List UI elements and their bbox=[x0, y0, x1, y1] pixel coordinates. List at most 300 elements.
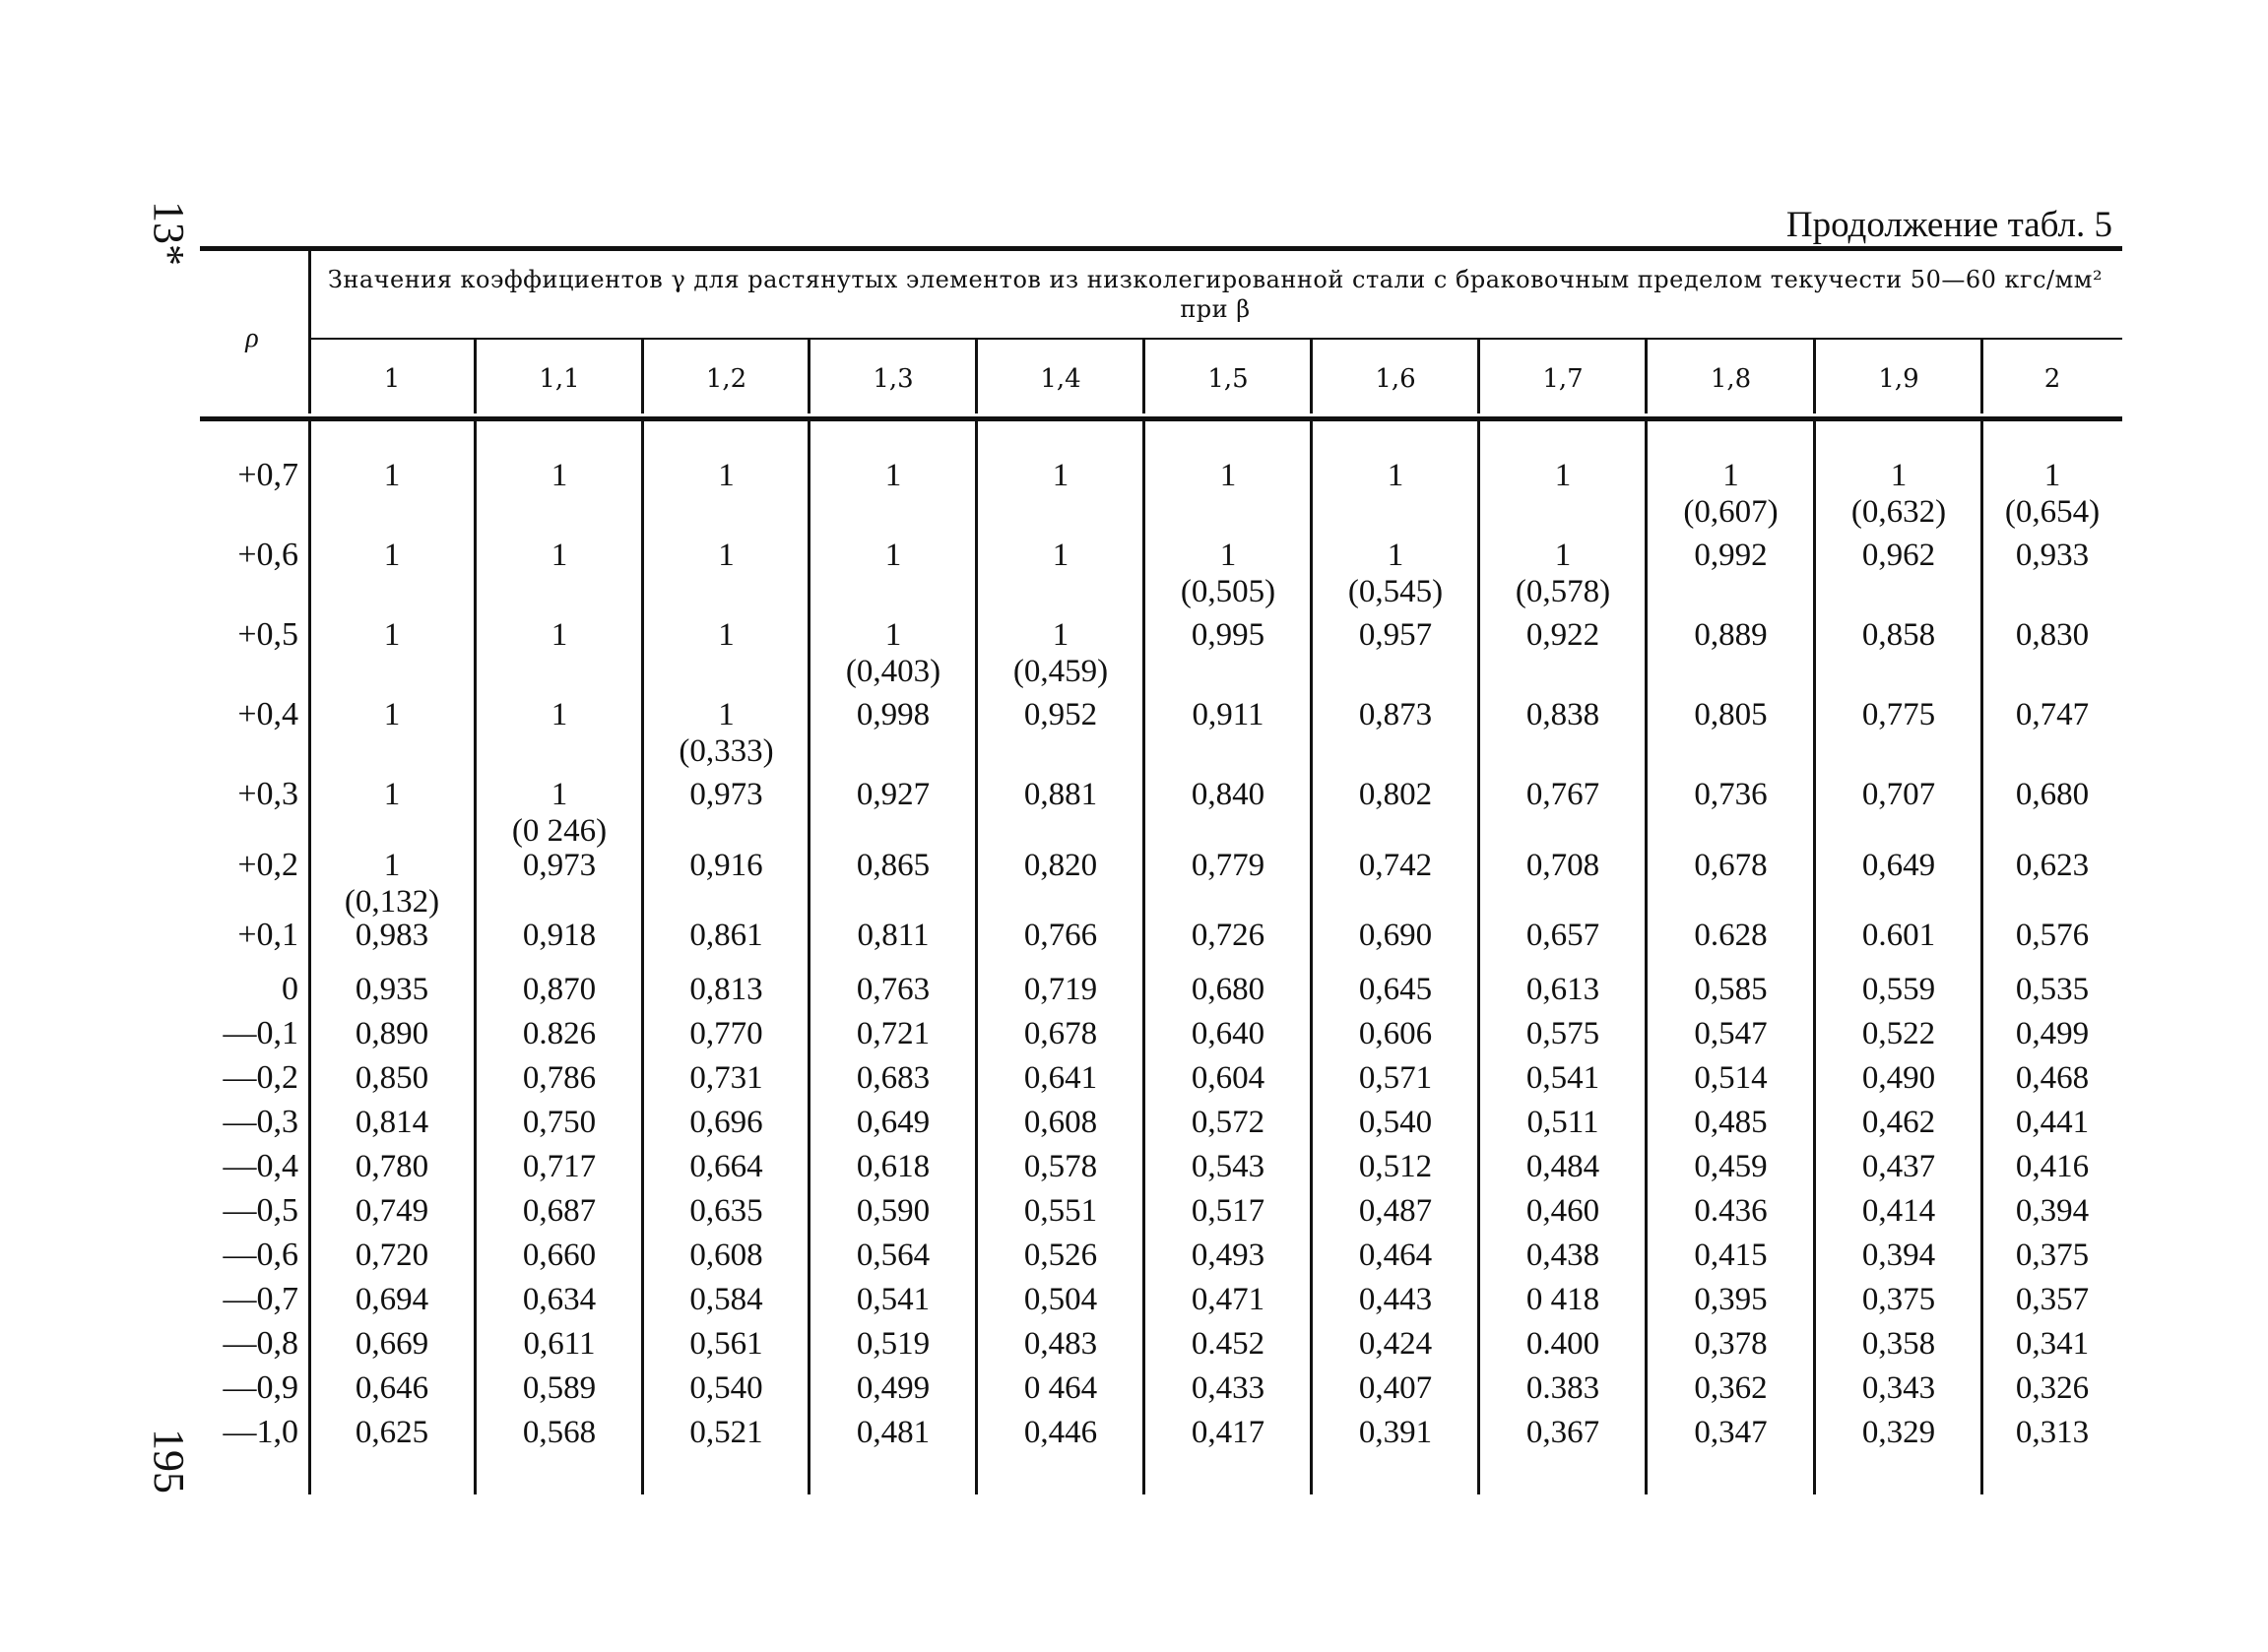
cell-value: 0,604 bbox=[1191, 1060, 1265, 1096]
beta-header: 1,4 bbox=[1040, 364, 1081, 394]
cell-value: 0,468 bbox=[2015, 1060, 2090, 1096]
cell-value: 1 bbox=[1219, 538, 1237, 573]
cell-value: 0,952 bbox=[1023, 697, 1098, 732]
cell-value: 1 bbox=[383, 697, 401, 732]
cell-value: 0,375 bbox=[1861, 1282, 1936, 1317]
cell-value: 1 bbox=[383, 848, 401, 883]
cell-value: 0,634 bbox=[522, 1282, 597, 1317]
table-cell bbox=[810, 777, 977, 813]
cell-value: 0,786 bbox=[522, 1060, 597, 1096]
cell-value: 0.400 bbox=[1525, 1326, 1600, 1362]
table-cell bbox=[1982, 1238, 2122, 1274]
table-cell bbox=[810, 1149, 977, 1185]
table-cell bbox=[1647, 1105, 1815, 1141]
beta-header: 1,8 bbox=[1710, 364, 1752, 394]
table-cell bbox=[1815, 1060, 1982, 1097]
table-cell bbox=[977, 1105, 1144, 1141]
rho-value: —0,7 bbox=[223, 1281, 298, 1317]
rho-value: 0 bbox=[282, 971, 298, 1007]
cell-value: 0,726 bbox=[1191, 918, 1265, 953]
cell-value: 0,649 bbox=[1861, 848, 1936, 883]
table-cell bbox=[308, 1149, 476, 1185]
cell-value: 0,416 bbox=[2015, 1149, 2090, 1184]
table-cell bbox=[1647, 1415, 1815, 1451]
table-cell bbox=[1647, 1370, 1815, 1407]
table-cell bbox=[476, 538, 643, 574]
cell-value: 0,543 bbox=[1191, 1149, 1265, 1184]
cell-value: 0,313 bbox=[2015, 1415, 2090, 1450]
table-cell bbox=[1647, 777, 1815, 813]
cell-value: 0,367 bbox=[1525, 1415, 1600, 1450]
table-cell bbox=[643, 972, 810, 1008]
table-cell bbox=[810, 697, 977, 733]
table-cell bbox=[1144, 538, 1312, 610]
beta-header: 1 bbox=[383, 364, 401, 394]
cell-value: 0,805 bbox=[1694, 697, 1768, 732]
cell-value: 0,742 bbox=[1358, 848, 1433, 883]
cell-value: 0,522 bbox=[1861, 1016, 1936, 1051]
cell-value: 0,721 bbox=[856, 1016, 931, 1051]
cell-value: 0,775 bbox=[1861, 697, 1936, 732]
cell-value: 0,341 bbox=[2015, 1326, 2090, 1362]
table-cell bbox=[810, 1282, 977, 1318]
table-cell bbox=[1982, 1016, 2122, 1052]
table-cell bbox=[476, 1415, 643, 1451]
table-cell bbox=[1144, 1060, 1312, 1097]
table-cell bbox=[1982, 1415, 2122, 1451]
page-signature-mark: 13* bbox=[145, 201, 193, 266]
cell-value: 0,749 bbox=[355, 1193, 429, 1229]
table-cell bbox=[308, 1105, 476, 1141]
cell-value: 0,459 bbox=[1694, 1149, 1768, 1184]
table-cell bbox=[1982, 1326, 2122, 1363]
table-cell bbox=[643, 918, 810, 954]
cell-value: 0,394 bbox=[1861, 1238, 1936, 1273]
cell-value: 0,499 bbox=[856, 1370, 931, 1406]
rho-value: +0,5 bbox=[237, 616, 298, 653]
cell-value: 1 bbox=[551, 538, 568, 573]
table-cell bbox=[1144, 1238, 1312, 1274]
cell-value: 0,641 bbox=[1023, 1060, 1098, 1096]
table-cell bbox=[1982, 1370, 2122, 1407]
cell-value: 0,820 bbox=[1023, 848, 1098, 883]
cell-value: 0,736 bbox=[1694, 777, 1768, 812]
table-cell bbox=[643, 1282, 810, 1318]
cell-value: 0,590 bbox=[856, 1193, 931, 1229]
table-cell bbox=[308, 972, 476, 1008]
cell-value: 0,731 bbox=[689, 1060, 763, 1096]
table-cell bbox=[1144, 697, 1312, 733]
table-cell bbox=[308, 1060, 476, 1097]
table-cell bbox=[476, 848, 643, 884]
table-cell bbox=[977, 1060, 1144, 1097]
table-cell bbox=[643, 1193, 810, 1230]
table-cell bbox=[1312, 1105, 1479, 1141]
cell-value: 0,625 bbox=[355, 1415, 429, 1450]
beta-header: 1,3 bbox=[873, 364, 914, 394]
table-cell bbox=[1982, 1282, 2122, 1318]
cell-value: 0,649 bbox=[856, 1105, 931, 1140]
table-cell bbox=[1312, 538, 1479, 610]
table-cell bbox=[1647, 1193, 1815, 1230]
cell-limit-value: (0,607) bbox=[1683, 494, 1779, 530]
cell-limit-value: (0,459) bbox=[1012, 654, 1109, 689]
rho-value: +0,4 bbox=[237, 696, 298, 732]
cell-value: 0,362 bbox=[1694, 1370, 1768, 1406]
cell-value: 1 bbox=[718, 617, 735, 653]
table-cell bbox=[1312, 697, 1479, 733]
table-cell bbox=[810, 1060, 977, 1097]
cell-value: 1 bbox=[1722, 458, 1739, 493]
table-cell bbox=[1144, 848, 1312, 884]
cell-value: 0,657 bbox=[1525, 918, 1600, 953]
table-cell bbox=[1647, 697, 1815, 733]
table-cell bbox=[1647, 848, 1815, 884]
cell-value: 0,394 bbox=[2015, 1193, 2090, 1229]
cell-value: 0,464 bbox=[1358, 1238, 1433, 1273]
table-cell bbox=[810, 1370, 977, 1407]
table-cell bbox=[1479, 458, 1647, 494]
cell-value: 0,438 bbox=[1525, 1238, 1600, 1273]
cell-value: 1 bbox=[1387, 458, 1404, 493]
table-cell bbox=[1815, 972, 1982, 1008]
rho-value: +0,3 bbox=[237, 776, 298, 812]
table-cell bbox=[810, 918, 977, 954]
cell-value: 0,407 bbox=[1358, 1370, 1433, 1406]
cell-value: 0.601 bbox=[1861, 918, 1936, 953]
rho-value: —0,8 bbox=[223, 1325, 298, 1362]
cell-value: 0,483 bbox=[1023, 1326, 1098, 1362]
cell-value: 0,460 bbox=[1525, 1193, 1600, 1229]
cell-value: 0,957 bbox=[1358, 617, 1433, 653]
cell-value: 1 bbox=[718, 538, 735, 573]
table-cell bbox=[476, 972, 643, 1008]
cell-value: 0,889 bbox=[1694, 617, 1768, 653]
cell-value: 0,640 bbox=[1191, 1016, 1265, 1051]
cell-value: 0,585 bbox=[1694, 972, 1768, 1007]
table-cell bbox=[1982, 458, 2122, 531]
table-cell bbox=[1479, 1149, 1647, 1185]
cell-value: 0,493 bbox=[1191, 1238, 1265, 1273]
cell-value: 0,870 bbox=[522, 972, 597, 1007]
rho-value: —0,9 bbox=[223, 1369, 298, 1406]
table-cell bbox=[1312, 848, 1479, 884]
cell-limit-value: (0,505) bbox=[1180, 574, 1276, 609]
cell-value: 0,504 bbox=[1023, 1282, 1098, 1317]
cell-value: 0,541 bbox=[856, 1282, 931, 1317]
table-cell bbox=[1144, 1282, 1312, 1318]
table-cell bbox=[1815, 1016, 1982, 1052]
cell-value: 0,487 bbox=[1358, 1193, 1433, 1229]
cell-value: 0 418 bbox=[1525, 1282, 1600, 1317]
cell-value: 0,519 bbox=[856, 1326, 931, 1362]
table-cell bbox=[1647, 1326, 1815, 1363]
cell-value: 0,767 bbox=[1525, 777, 1600, 812]
cell-value: 0,890 bbox=[355, 1016, 429, 1051]
rho-value: —0,2 bbox=[223, 1059, 298, 1096]
table-cell bbox=[643, 458, 810, 494]
header-bottom-rule bbox=[200, 416, 2122, 421]
beta-header: 2 bbox=[2043, 364, 2061, 394]
table-cell bbox=[1982, 848, 2122, 884]
table-cell bbox=[1479, 617, 1647, 654]
table-cell bbox=[1479, 1238, 1647, 1274]
table-cell bbox=[476, 1193, 643, 1230]
cell-value: 0,750 bbox=[522, 1105, 597, 1140]
cell-value: 0,481 bbox=[856, 1415, 931, 1450]
table-cell bbox=[476, 1060, 643, 1097]
table-cell bbox=[1815, 1105, 1982, 1141]
table-cell bbox=[977, 1193, 1144, 1230]
cell-limit-value: (0,545) bbox=[1347, 574, 1444, 609]
table-cell bbox=[1479, 1193, 1647, 1230]
rho-value: —0,6 bbox=[223, 1237, 298, 1273]
cell-value: 0,779 bbox=[1191, 848, 1265, 883]
cell-value: 0,517 bbox=[1191, 1193, 1265, 1229]
cell-value: 1 bbox=[884, 458, 902, 493]
cell-value: 0,485 bbox=[1694, 1105, 1768, 1140]
table-cell bbox=[1144, 458, 1312, 494]
table-cell bbox=[810, 848, 977, 884]
cell-value: 1 bbox=[718, 458, 735, 493]
table-cell bbox=[1815, 1149, 1982, 1185]
table-cell bbox=[643, 1105, 810, 1141]
cell-value: 1 bbox=[1554, 458, 1572, 493]
cell-value: 0,561 bbox=[689, 1326, 763, 1362]
table-cell bbox=[1144, 972, 1312, 1008]
cell-value: 0.452 bbox=[1191, 1326, 1265, 1362]
cell-limit-value: (0,654) bbox=[2004, 494, 2101, 530]
table-cell bbox=[643, 1149, 810, 1185]
table-cell bbox=[977, 1149, 1144, 1185]
cell-value: 0,708 bbox=[1525, 848, 1600, 883]
cell-value: 0,861 bbox=[689, 918, 763, 953]
cell-value: 1 bbox=[383, 617, 401, 653]
cell-value: 1 bbox=[383, 538, 401, 573]
table-cell bbox=[977, 1282, 1144, 1318]
table-cell bbox=[977, 1326, 1144, 1363]
table-cell bbox=[1479, 848, 1647, 884]
table-cell bbox=[977, 538, 1144, 574]
table-cell bbox=[810, 617, 977, 690]
table-cell bbox=[810, 1193, 977, 1230]
table-cell bbox=[1144, 777, 1312, 813]
table-cell bbox=[1144, 1016, 1312, 1052]
table-cell bbox=[1815, 918, 1982, 954]
cell-value: 1 bbox=[551, 458, 568, 493]
page-number: 195 bbox=[145, 1429, 193, 1493]
table-cell bbox=[643, 1060, 810, 1097]
cell-value: 0,378 bbox=[1694, 1326, 1768, 1362]
table-cell bbox=[476, 617, 643, 654]
cell-value: 0,840 bbox=[1191, 777, 1265, 812]
table-cell bbox=[1312, 1282, 1479, 1318]
table-cell bbox=[1982, 1149, 2122, 1185]
table-cell bbox=[1144, 1193, 1312, 1230]
table-cell bbox=[1647, 972, 1815, 1008]
cell-value: 0,415 bbox=[1694, 1238, 1768, 1273]
cell-value: 0,766 bbox=[1023, 918, 1098, 953]
cell-value: 0,395 bbox=[1694, 1282, 1768, 1317]
table-cell bbox=[476, 777, 643, 850]
cell-value: 0,559 bbox=[1861, 972, 1936, 1007]
cell-value: 0,326 bbox=[2015, 1370, 2090, 1406]
table-cell bbox=[308, 538, 476, 574]
cell-value: 0,814 bbox=[355, 1105, 429, 1140]
table-cell bbox=[1312, 1149, 1479, 1185]
table-cell bbox=[1312, 1193, 1479, 1230]
cell-value: 1 bbox=[718, 697, 735, 732]
table-cell bbox=[1312, 1060, 1479, 1097]
cell-value: 0,646 bbox=[355, 1370, 429, 1406]
cell-value: 0,696 bbox=[689, 1105, 763, 1140]
table-cell bbox=[308, 777, 476, 813]
cell-value: 0,443 bbox=[1358, 1282, 1433, 1317]
cell-value: 0,526 bbox=[1023, 1238, 1098, 1273]
cell-value: 0,578 bbox=[1023, 1149, 1098, 1184]
cell-value: 0,678 bbox=[1694, 848, 1768, 883]
table-cell bbox=[476, 1282, 643, 1318]
cell-value: 0,441 bbox=[2015, 1105, 2090, 1140]
cell-value: 0,347 bbox=[1694, 1415, 1768, 1450]
cell-value: 0,535 bbox=[2015, 972, 2090, 1007]
cell-value: 0,850 bbox=[355, 1060, 429, 1096]
table-cell bbox=[1815, 538, 1982, 574]
cell-value: 0,719 bbox=[1023, 972, 1098, 1007]
table-cell bbox=[308, 1370, 476, 1407]
table-cell bbox=[1982, 972, 2122, 1008]
rho-value: +0,1 bbox=[237, 917, 298, 953]
cell-value: 0,433 bbox=[1191, 1370, 1265, 1406]
table-cell bbox=[1312, 1415, 1479, 1451]
cell-value: 0,645 bbox=[1358, 972, 1433, 1007]
cell-value: 0,521 bbox=[689, 1415, 763, 1450]
rho-value: +0,2 bbox=[237, 847, 298, 883]
rho-column-header: ρ bbox=[245, 323, 259, 353]
cell-value: 1 bbox=[884, 538, 902, 573]
cell-value: 0,717 bbox=[522, 1149, 597, 1184]
table-cell bbox=[308, 1193, 476, 1230]
table-cell bbox=[308, 1238, 476, 1274]
table-cell bbox=[643, 1326, 810, 1363]
cell-value: 0,375 bbox=[2015, 1238, 2090, 1273]
cell-value: 0,623 bbox=[2015, 848, 2090, 883]
table-cell bbox=[1312, 617, 1479, 654]
table-cell bbox=[643, 848, 810, 884]
table-cell bbox=[1312, 1370, 1479, 1407]
rho-value: —0,5 bbox=[223, 1192, 298, 1229]
cell-value: 0,613 bbox=[1525, 972, 1600, 1007]
cell-value: 0,962 bbox=[1861, 538, 1936, 573]
cell-value: 0 464 bbox=[1023, 1370, 1098, 1406]
beta-header: 1,5 bbox=[1207, 364, 1249, 394]
table-cell bbox=[643, 1370, 810, 1407]
table-cell bbox=[308, 458, 476, 494]
table-cell bbox=[1479, 777, 1647, 813]
cell-value: 0,916 bbox=[689, 848, 763, 883]
table-cell bbox=[1982, 697, 2122, 733]
table-cell bbox=[810, 1326, 977, 1363]
table-cell bbox=[308, 1415, 476, 1451]
table-cell bbox=[476, 1326, 643, 1363]
cell-value: 1 bbox=[884, 617, 902, 653]
table-cell bbox=[1144, 617, 1312, 654]
table-cell bbox=[977, 1370, 1144, 1407]
cell-value: 0,811 bbox=[857, 918, 930, 953]
cell-value: 1 bbox=[1890, 458, 1908, 493]
table-cell bbox=[643, 1238, 810, 1274]
cell-value: 0,511 bbox=[1526, 1105, 1599, 1140]
cell-value: 0,983 bbox=[355, 918, 429, 953]
table-cell bbox=[810, 1415, 977, 1451]
table-cell bbox=[1815, 1238, 1982, 1274]
cell-value: 0,927 bbox=[856, 777, 931, 812]
table-cell bbox=[1982, 617, 2122, 654]
cell-limit-value: (0,632) bbox=[1850, 494, 1947, 530]
cell-value: 0,694 bbox=[355, 1282, 429, 1317]
table-cell bbox=[1144, 1149, 1312, 1185]
cell-value: 0,584 bbox=[689, 1282, 763, 1317]
cell-value: 0,329 bbox=[1861, 1415, 1936, 1450]
cell-value: 1 bbox=[1052, 538, 1069, 573]
table-cell bbox=[1144, 1415, 1312, 1451]
cell-value: 0,838 bbox=[1525, 697, 1600, 732]
cell-value: 0,547 bbox=[1694, 1016, 1768, 1051]
cell-value: 0,690 bbox=[1358, 918, 1433, 953]
cell-value: 0,911 bbox=[1192, 697, 1264, 732]
table-cell bbox=[1815, 1193, 1982, 1230]
cell-value: 0,540 bbox=[1358, 1105, 1433, 1140]
table-cell bbox=[977, 697, 1144, 733]
cell-value: 0,541 bbox=[1525, 1060, 1600, 1096]
cell-value: 0,935 bbox=[355, 972, 429, 1007]
table-cell bbox=[1815, 777, 1982, 813]
beta-header: 1,6 bbox=[1375, 364, 1416, 394]
cell-value: 0,780 bbox=[355, 1149, 429, 1184]
cell-value: 1 bbox=[1052, 458, 1069, 493]
table-cell bbox=[1815, 1415, 1982, 1451]
cell-value: 0,618 bbox=[856, 1149, 931, 1184]
table-cell bbox=[1479, 538, 1647, 610]
cell-value: 0,707 bbox=[1861, 777, 1936, 812]
table-cell bbox=[977, 458, 1144, 494]
table-cell bbox=[1982, 777, 2122, 813]
cell-limit-value: (0,578) bbox=[1515, 574, 1611, 609]
table-cell bbox=[1312, 777, 1479, 813]
table-cell bbox=[1647, 1060, 1815, 1097]
table-cell bbox=[1144, 1105, 1312, 1141]
table-cell bbox=[308, 848, 476, 921]
cell-value: 0,922 bbox=[1525, 617, 1600, 653]
cell-value: 0,358 bbox=[1861, 1326, 1936, 1362]
cell-value: 1 bbox=[1219, 458, 1237, 493]
cell-value: 0,802 bbox=[1358, 777, 1433, 812]
table-cell bbox=[643, 617, 810, 654]
table-cell bbox=[1815, 1370, 1982, 1407]
rho-value: —1,0 bbox=[223, 1414, 298, 1450]
cell-value: 0,343 bbox=[1861, 1370, 1936, 1406]
cell-value: 1 bbox=[383, 777, 401, 812]
table-cell bbox=[1144, 1370, 1312, 1407]
rho-value: +0,7 bbox=[237, 457, 298, 493]
table-cell bbox=[1647, 458, 1815, 531]
cell-value: 0,576 bbox=[2015, 918, 2090, 953]
table-cell bbox=[1815, 458, 1982, 531]
table-cell bbox=[1479, 697, 1647, 733]
cell-value: 0,763 bbox=[856, 972, 931, 1007]
table-cell bbox=[1479, 1060, 1647, 1097]
cell-value: 0,858 bbox=[1861, 617, 1936, 653]
